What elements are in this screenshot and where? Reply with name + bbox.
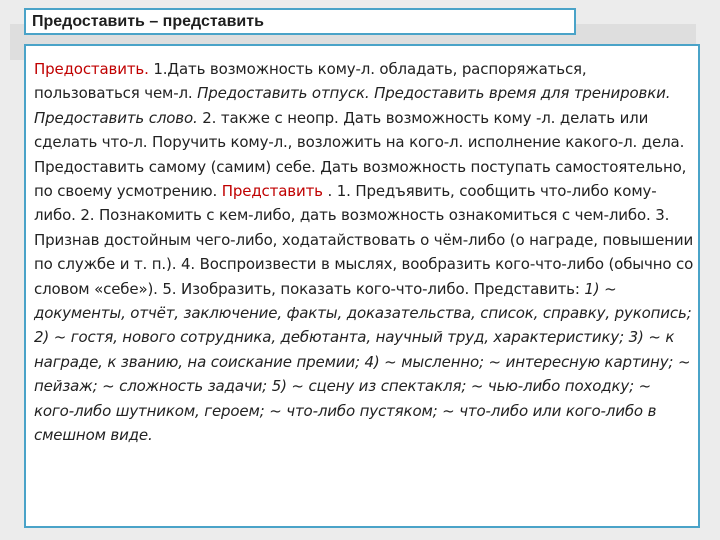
term-predstavit-dot: . — [322, 182, 333, 201]
term-predostavit-dot: . — [144, 60, 149, 78]
definition-predostavit-part1: 1.Дать возможность кому-л. обладать, распоряжаться, пользоваться чем-л. — [34, 60, 587, 103]
title-box — [24, 8, 576, 35]
definition-predstavit: 1. Предъявить, сообщить что-либо кому-либо. 2. Познакомить с кем-либо, дать возможность ознакомиться с чем-либо. 3. Признав достойным чего-либо, ходатайствовать о чём-либо (о награде, повышении по службе и т. п.). 4. Воспроизвести в мыслях, вообразить кого-что-либо (обычно со словом «себе»). 5. Изобразить, показать кого-что-либо. Представить: — [34, 182, 694, 298]
content-box — [24, 44, 700, 528]
examples-predstavit: 1) ~ документы, отчёт, заключение, факты, доказательства, список, справку, рукопись; 2) ~ гостя, нового сотрудника, дебютанта, научный труд, характеристику; 3) ~ к награде, к званию, на соискание премии; 4) ~ мысленно; ~ интересную картину; ~ пейзаж; ~ сложность задачи; 5) ~ сцену из спектакля; ~ чью-либо походку; ~ кого-либо шутником, героем; ~ что-либо пустяком; ~ что-либо или кого-либо в смешном виде. — [34, 279, 692, 445]
definition-predostavit-part2: 2. также с неопр. Дать возможность кому -л. делать или сделать что-л. Поручить кому-л., возложить на кого-л. исполнение какого-л. дела. Предоставить самому (самим) себе. Дать возможность поступать самостоятельно, по своему усмотрению. — [34, 108, 687, 201]
examples-predostavit: Предоставить отпуск. Предоставить время для тренировки. Предоставить слово. — [34, 84, 671, 127]
term-predostavit: Предоставить — [34, 60, 145, 78]
definition-text — [34, 57, 694, 448]
term-predstavit: Представить — [221, 182, 323, 201]
page-title: Предоставить – представить — [32, 13, 264, 30]
